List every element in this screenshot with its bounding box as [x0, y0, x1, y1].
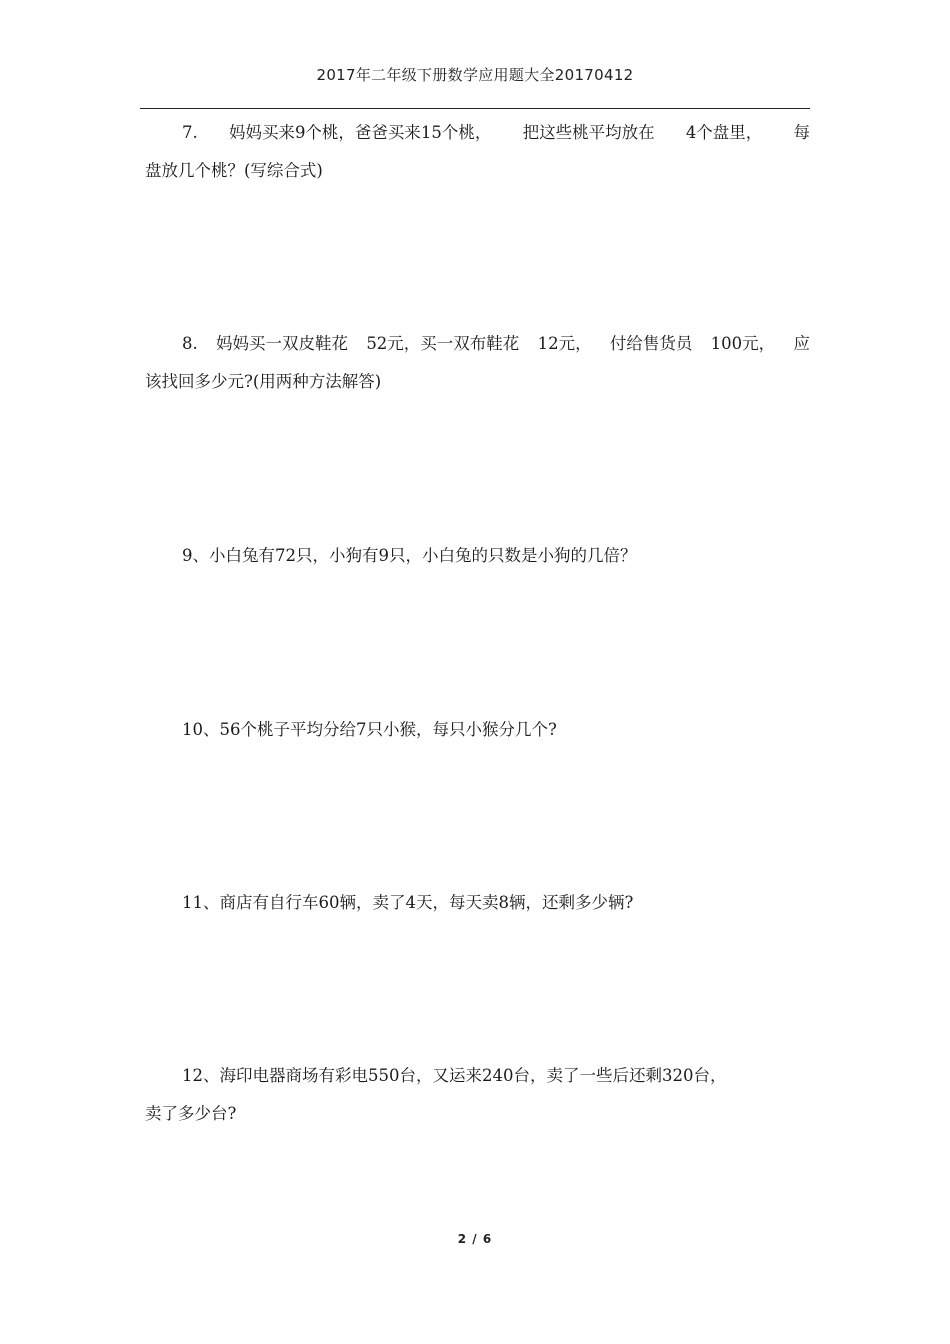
question-9 [145, 537, 810, 575]
question-text: 妈妈买一双皮鞋花 [216, 334, 349, 353]
question-text: 付给售货员 [609, 334, 693, 353]
page-indicator: 2 / 6 [457, 1232, 493, 1246]
question-line: 11、商店有自行车60辆，卖了4天，每天卖8辆，还剩多少辆? [182, 893, 634, 912]
question-line: 10、56个桃子平均分给7只小猴，每只小猴分几个? [182, 720, 557, 739]
question-text: 4个盘里， [685, 123, 763, 142]
question-line: 12、海印电器商场有彩电550台，又运来240台，卖了一些后还剩320台， [182, 1066, 727, 1085]
question-line: 9、小白兔有72只，小狗有9只，小白兔的只数是小狗的几倍？ [182, 546, 637, 565]
question-7 [145, 114, 810, 190]
header-divider [140, 108, 810, 109]
question-11 [145, 884, 810, 922]
question-number: 7. [182, 123, 198, 142]
question-line [145, 325, 810, 363]
question-12 [145, 1057, 810, 1133]
question-line [145, 114, 810, 152]
question-10 [145, 711, 810, 749]
question-text: 应 [793, 334, 810, 353]
question-text: 12元， [537, 334, 592, 353]
question-8 [145, 325, 810, 401]
question-line: 盘放几个桃？(写综合式) [145, 161, 323, 180]
question-text: 妈妈买来9个桃，爸爸买来15个桃， [228, 123, 492, 142]
question-line: 卖了多少台? [145, 1104, 237, 1123]
question-number: 8. [182, 334, 198, 353]
question-text: 把这些桃平均放在 [522, 123, 655, 142]
page-header-title: 2017年二年级下册数学应用题大全20170412 [316, 66, 634, 84]
question-text: 52元，买一双布鞋花 [366, 334, 520, 353]
question-text: 每 [793, 123, 810, 142]
question-line: 该找回多少元?(用两种方法解答) [145, 372, 382, 391]
question-text: 100元， [710, 334, 776, 353]
